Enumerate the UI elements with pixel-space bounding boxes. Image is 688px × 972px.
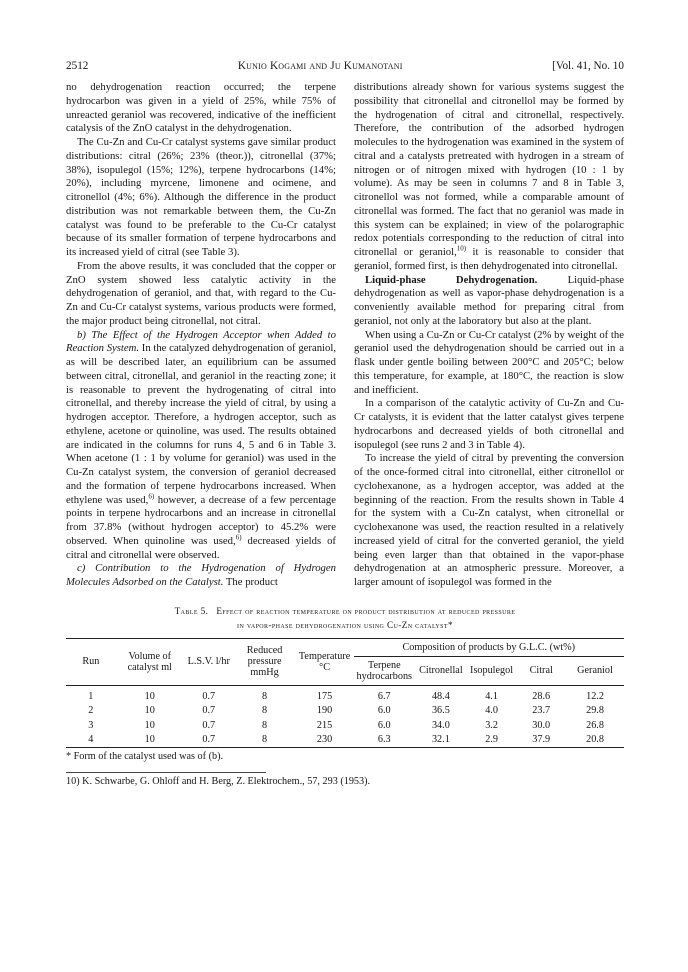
paragraph: To increase the yield of citral by preventing the conversion of the once-formed citral into citronellal, either citronellol or cyclohexanone, as a hydrogen acceptor, was added at the beginning of the reaction. From the results shown in Table 4 for the system with a Cu-Zn catalyst, when citronellal or cyclohexanone was used, the reaction resulted in a relatively increased yield of citral for the converted geraniol, the yield being even larger than that obtained in the vapor-phase dehydrogenation at an atmospheric pressure. Moreover, a larger amount of isopulegol was formed in the — [354, 452, 624, 588]
two-column-body — [66, 81, 624, 590]
table-cell: 0.7 — [202, 705, 216, 717]
paragraph-text: In the catalyzed dehydrogenation of geraniol, as will be described later, an equilibrium can be assumed between citral, citronellal, and geraniol in the reacting zone; it is reasonable to prevent the hydrogenating of citral into citronellal, and thereby increase the yield of citral, by using a hydrogen acceptor. Therefore, a hydrogen acceptor, such as ethylene, acetone or quinoline, was used. The results obtained are indicated in the columns for runs 4, 5 and 6 in Table 3. When acetone (1 : 1 by volume for geraniol) was used in the Cu-Zn catalyst system, the conversion of geraniol decreased and the formation of terpene hydrocarbons increased. When ethylene was used, — [66, 342, 337, 506]
paragraph: The Cu-Zn and Cu-Cr catalyst systems gave similar product distributions: citral (26%; 23% (theor.)), citronellal (37%; 38%), isopulegol (15%; 12%), terpene hydrocarbons (14%; 20%), including myrcene, limonene and ocimene, and citronellol (4%; 6%). Although the difference in the product distribution was not remarkable between them, the Cu-Zn catalyst was found to be preferable to the Cu-Cr catalyst because of its smaller formation of terpene hydrocarbons and its increased yield of citral (see Table 3). — [66, 136, 336, 258]
table-cell: 6.3 — [377, 733, 391, 745]
table-cell: 215 — [316, 719, 333, 731]
table-cell: 0.7 — [202, 733, 216, 745]
column-header: L.S.V. l/hr — [187, 656, 230, 668]
section-heading: b) The Effect of the Hydrogen Acceptor when Added to Reaction System. — [66, 328, 336, 355]
table-cell: 36.5 — [431, 705, 450, 717]
right-column — [354, 81, 624, 590]
paragraph — [354, 274, 624, 329]
section-heading: c) Contribution to the Hydrogenation of Hydrogen Molecules Adsorbed on the Catalyst. — [66, 562, 336, 588]
paragraph: From the above results, it was concluded that the copper or ZnO system showed less catalytic activity in the dehydrogenation of geraniol, and that, with regard to the Cu-Zn and Cu-Cr catalyst systems, various products were formed, the major product being citronellal, not citral. — [66, 259, 336, 327]
table-cell: 32.1 — [431, 733, 450, 745]
table-cell: 175 — [316, 690, 333, 702]
paragraph-text: distributions already shown for various systems suggest the possibility that citronellal and citronellol may be formed by the hydrogenation of citral and citronellal, respectively. Therefore, the contribution of the adsorbed hydrogen molecules to the hydrogenation was examined in the system of citral and a catalysts pretreated with hydrogen in a stream of nitrogen or of nitrogen mixed with hydrogen (10 : 1 by volume). As may be seen in columns 7 and 8 in Table 3, citronellol was not formed, while a comparable amount of citronellal was formed. The fact that no geraniol was made in this system can be explained; in view of the polarographic redox potentials corresponding to the reduction of citral into citronellal or geraniol, — [354, 81, 624, 258]
table-cell: 6.7 — [377, 690, 391, 702]
paragraph-text: Liquid-phase dehydrogenation as well as vapor-phase dehydrogenation is a conveniently available method for preparing citral from geraniol, not only at the laboratory but also at the plant. — [354, 273, 624, 327]
table-cell: 4.1 — [485, 690, 498, 702]
section-heading: Liquid-phase Dehydrogenation. — [365, 273, 538, 286]
table-footnote: * Form of the catalyst used was of (b). — [66, 751, 224, 763]
table-cell: 8 — [262, 705, 268, 717]
table-cell: 3 — [88, 719, 94, 731]
table-cell: 8 — [262, 733, 268, 745]
table-cell: 1 — [88, 690, 94, 702]
table-cell: 6.0 — [377, 719, 391, 731]
table-cell: 28.6 — [532, 690, 551, 702]
table-title-cont: in vapor-phase dehydrogenation using Cu-Zn catalyst* — [237, 619, 453, 630]
paragraph-text: decreased yields of citral and citronellal were observed. — [66, 534, 336, 561]
column-header: Temperature °C — [298, 650, 351, 673]
reference-marker: 6) — [148, 491, 155, 500]
data-table — [66, 638, 624, 749]
table-cell: 2.9 — [485, 733, 498, 745]
table-cell: 26.8 — [586, 719, 604, 731]
table-cell: 23.7 — [532, 705, 551, 717]
paragraph-text: however, a decrease of a few percentage points in terpene hydrocarbons and an increase in citronellal from 37.8% (without hydrogen acceptor) to 45.2% were observed. When quinoline was used, — [66, 493, 336, 547]
table-row — [66, 704, 624, 718]
volume-info: [Vol. 41, No. 10 — [552, 60, 624, 72]
page-footnote: 10) K. Schwarbe, G. Ohloff and H. Berg, Z. Elektrochem., 57, 293 (1953). — [66, 776, 371, 788]
running-authors: Kunio Kogami and Ju Kumanotani — [237, 60, 403, 72]
column-header: Isopulegol — [470, 665, 514, 677]
paragraph — [66, 329, 336, 563]
page-number: 2512 — [66, 60, 89, 72]
paragraph — [66, 562, 336, 590]
paragraph-text: it is reasonable to consider that geraniol, formed first, is then dehydrogenated into citronellal. — [354, 246, 624, 272]
table-cell: 34.0 — [431, 719, 450, 731]
table-cell: 6.0 — [377, 705, 391, 717]
table-cell: 10 — [144, 705, 155, 717]
column-group-header: Composition of products by G.L.C. (wt%) — [354, 638, 624, 656]
reference-marker: 10) — [456, 244, 467, 253]
table-row — [66, 685, 624, 704]
table-cell: 230 — [316, 733, 333, 745]
column-header: Run — [82, 656, 100, 668]
table-caption — [66, 604, 624, 632]
column-header: Volume of catalyst ml — [127, 650, 172, 673]
table-row — [66, 719, 624, 733]
table-cell: 30.0 — [532, 719, 551, 731]
reference-marker: 6) — [235, 533, 242, 542]
paragraph: In a comparison of the catalytic activity of Cu-Zn and Cu-Cr catalysts, it is evident that the latter catalyst gives terpene hydrocarbons and decreased yields of both citronellal and isopulegol (see runs 2 and 3 in Table 4). — [354, 397, 624, 451]
left-column — [66, 81, 336, 590]
table-cell: 10 — [144, 719, 155, 731]
table-cell: 20.8 — [586, 733, 604, 745]
table-title: Effect of reaction temperature on product distribution at reduced pressure — [216, 605, 516, 616]
table-label: Table 5. — [174, 605, 209, 616]
table-cell: 12.2 — [586, 690, 604, 702]
table-cell: 48.4 — [431, 690, 450, 702]
paragraph: no dehydrogenation reaction occurred; the terpene hydrocarbon was given in a yield of 25%, while 75% of unreacted geraniol was recovered, indicative of the inefficient catalysis of the ZnO catalyst in the dehydrogenation. — [66, 81, 336, 135]
table-cell: 0.7 — [202, 719, 216, 731]
table-cell: 8 — [262, 690, 268, 702]
table-cell: 10 — [144, 733, 155, 745]
table-cell: 2 — [88, 705, 94, 717]
table-cell: 190 — [316, 705, 333, 717]
paragraph: When using a Cu-Zn or Cu-Cr catalyst (2% by weight of the geraniol used the dehydrogenation should be carried out in a flask under gentle boiling between 200°C and 205°C; below this temperature, for example, at 180°C, the reaction is slow and inefficient. — [354, 328, 624, 396]
paragraph — [354, 81, 624, 274]
table-cell: 37.9 — [532, 733, 551, 745]
table-cell: 29.8 — [586, 705, 604, 717]
running-header — [66, 60, 624, 72]
table-cell: 8 — [262, 719, 268, 731]
table-cell: 4 — [88, 733, 94, 745]
paragraph-text: The product — [223, 576, 278, 588]
table-row — [66, 733, 624, 748]
table-cell: 10 — [144, 690, 155, 702]
table-cell: 4.0 — [485, 705, 498, 717]
column-header: Terpene hydrocarbons — [356, 659, 412, 682]
column-header: Geraniol — [577, 665, 613, 677]
table-cell: 3.2 — [485, 719, 498, 731]
footnote-rule — [66, 772, 266, 773]
column-header: Citral — [529, 665, 553, 677]
column-header: Citronellal — [419, 665, 463, 677]
column-header: Reduced pressure mmHg — [246, 645, 283, 679]
table-cell: 0.7 — [202, 690, 216, 702]
